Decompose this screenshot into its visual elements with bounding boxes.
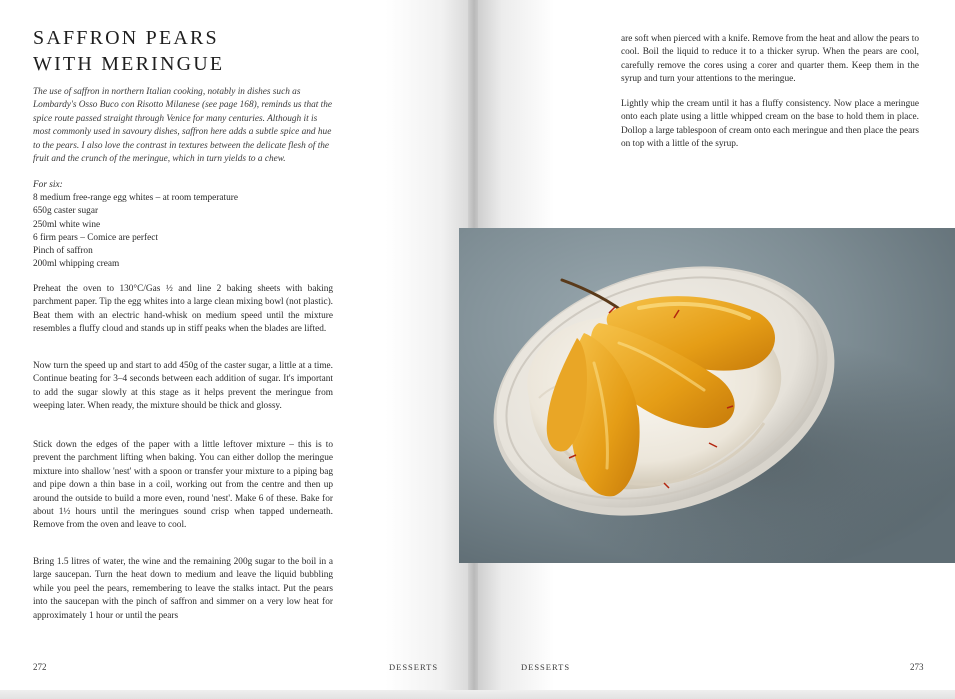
recipe-intro: The use of saffron in northern Italian cooking, notably in dishes such as Lombardy's Osso Buco con Risotto Milanese (see page 168), reminds us that the spice route passed straight through Venice for many centuries. Although it is most commonly used in savoury dishes, saffron here adds a subtle spice and hue to the pears. I also love the contrast in textures between the delicate flesh of the fruit and the crunch of the meringue, which in turn yields to a chew. (33, 87, 333, 165)
method-paragraph-1: Preheat the oven to 130°C/Gas ½ and line 2 baking sheets with baking parchment paper. Tip the egg whites into a large clean mixing bowl (not plastic). Beat them with an electric hand-whisk on medium speed until the mixture resembles a fluffy cloud and stands up in stiff peaks when the blades are lifted. (33, 284, 333, 335)
left-page (0, 0, 470, 699)
saffron-pear-meringue-image (459, 228, 955, 563)
ingredient-item: 8 medium free-range egg whites – at room temperature (33, 193, 238, 204)
page-number-left: 272 (33, 662, 47, 672)
section-label-left: DESSERTS (389, 662, 439, 672)
ingredient-item: 650g caster sugar (33, 206, 99, 217)
page-number-right: 273 (910, 662, 924, 672)
ingredient-item: 6 firm pears – Comice are perfect (33, 232, 158, 243)
method-paragraph-6: Lightly whip the cream until it has a fluffy consistency. Now place a meringue onto each plate using a little whipped cream on the base to hold them in place. Dollop a large tablespoon of cream onto each meringue and then place the pears on top with a little of the syrup. (621, 99, 919, 150)
method-paragraph-2: Now turn the speed up and start to add 450g of the caster sugar, a little at a time. Continue beating for 3–4 seconds between each addition of sugar. It's important to add the sugar slowly at this stage as it helps prevent the meringue from weeping later. When ready, the mixture should be thick and glossy. (33, 361, 333, 412)
page-bottom-edge (0, 690, 955, 699)
title-line-1: SAFFRON PEARS (33, 27, 219, 49)
method-paragraph-5: are soft when pierced with a knife. Remove from the heat and allow the pears to cool. Boil the liquid to reduce it to a thicker syrup. When the pears are cool, carefully remove the cores using a corer and quarter them. Keep them in the syrup and turn your attentions to the meringue. (621, 34, 919, 85)
ingredient-item: 200ml whipping cream (33, 259, 120, 270)
title-line-2: WITH MERINGUE (33, 53, 225, 75)
ingredient-item: Pinch of saffron (33, 246, 93, 257)
section-label-right: DESSERTS (521, 662, 571, 672)
ingredients-list (33, 179, 333, 271)
recipe-title (33, 25, 333, 77)
dessert-photo (459, 228, 955, 563)
serves-label: For six: (33, 180, 63, 190)
method-paragraph-4: Bring 1.5 litres of water, the wine and the remaining 200g sugar to the boil in a large saucepan. Turn the heat down to medium and leave the liquid bubbling while you peel the pears, remembering to leave the stalks intact. Put the pears into the saucepan with the pinch of saffron and simmer on a very low heat for approximately 1 hour or until the pears (33, 557, 333, 621)
method-paragraph-3: Stick down the edges of the paper with a little leftover mixture – this is to prevent the parchment lifting when baking. You can either dollop the meringue mixture into shallow 'nest' with a spoon or transfer your mixture to a piping bag and pipe down a thin base in a coil, working out from the centre and then up around the outside to build a more even, round 'nest'. Make 6 of these. Bake for about 1½ hours until the meringues sound crisp when tapped underneath. Remove from the oven and leave to cool. (33, 440, 333, 531)
ingredient-item: 250ml white wine (33, 219, 101, 230)
